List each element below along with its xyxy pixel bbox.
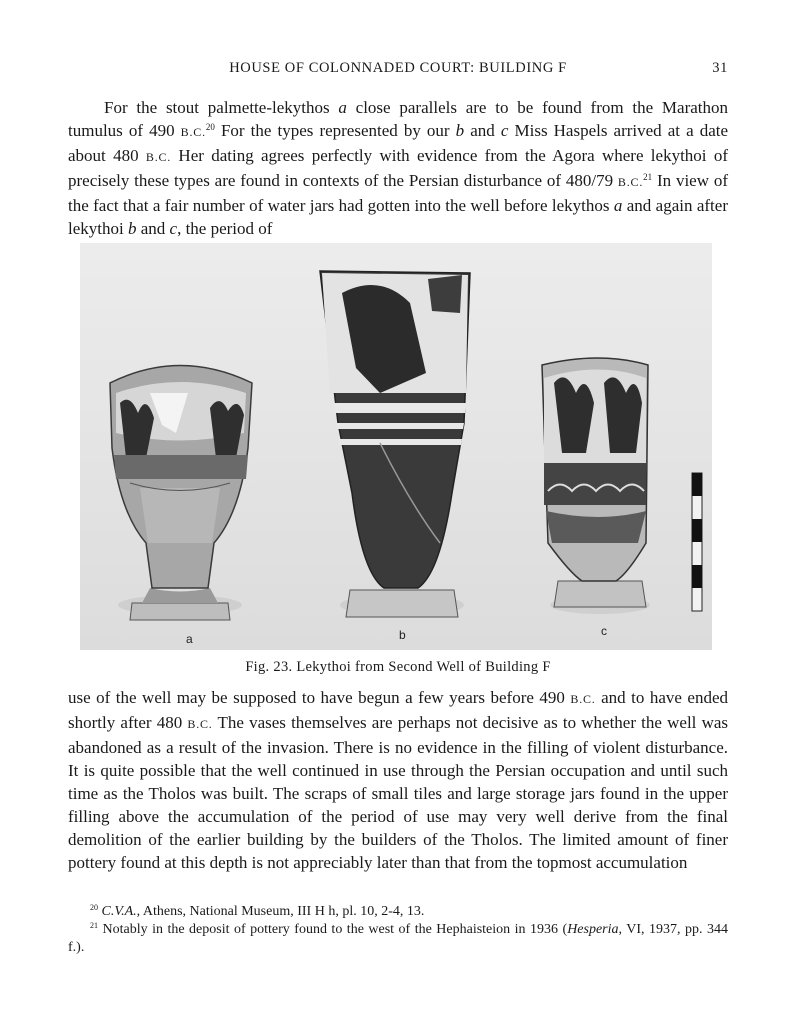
page-number: 31 [712, 60, 728, 76]
footnote-number: 21 [90, 921, 98, 930]
scale-bar [692, 473, 702, 611]
body-paragraph-2: use of the well may be supposed to have begun a few years before 490 B.C. and to have ended shortly after 480 B.C. The vases themselves are perhaps not decisive as to whether the well was abandoned as a result of the invasion. There is no evidence in the filling of violent disturbance. It is quite possible that the well continued in use through the Persian occupation and until such time as the Tholos was built. The scraps of small tiles and large storage jars found in the upper filling above the accumulation of the period of use may very well derive from the final demolition of the earlier building by the builders of the Tholos. The limited amount of finer pottery found at this depth is not appreciably later than that from the topmost accumulation [68, 688, 729, 872]
running-title: HOUSE OF COLONNADED COURT: BUILDING F [229, 60, 567, 76]
figure-label-c: c [601, 624, 607, 638]
footnote-20: $^{20}$ C.V.A., Athens, National Museum, III H h, pl. 10, 2-4, 13. [90, 903, 425, 919]
figure-label-b: b [399, 628, 406, 642]
footnote-ref-20: 20 [205, 122, 215, 132]
figure-caption: Fig. 23. Lekythoi from Second Well of Building F [245, 659, 551, 675]
footnote-21: $^{21}$ Notably in the deposit of pottery found to the west of the Hephaisteion in 1936 (Hesperia, VI, 1937, pp. 344 f.). [68, 921, 728, 955]
footnote-ref-21: 21 [643, 172, 653, 182]
figure-label-a: a [186, 632, 193, 646]
running-header [68, 60, 728, 80]
body-paragraph-1: For the stout palmette-lekythos a close parallels are to be found from the Marathon tumulus of 490 B.C.$^{20}$ For the types represented by our b and c Miss Haspels arrived at a date about 480 B.C. Her dating agrees perfectly with evidence from the Agora where lekythoi of precisely these types are found in contexts of the Persian disturbance of 480/79 B.C.$^{21}$ In view of the fact that a fair number of water jars had gotten into the well before lekythos a and again after lekythoi b and c, the period of [68, 98, 729, 238]
footnote-number: 20 [90, 903, 98, 912]
figure-lekythoi-photo [80, 243, 712, 650]
